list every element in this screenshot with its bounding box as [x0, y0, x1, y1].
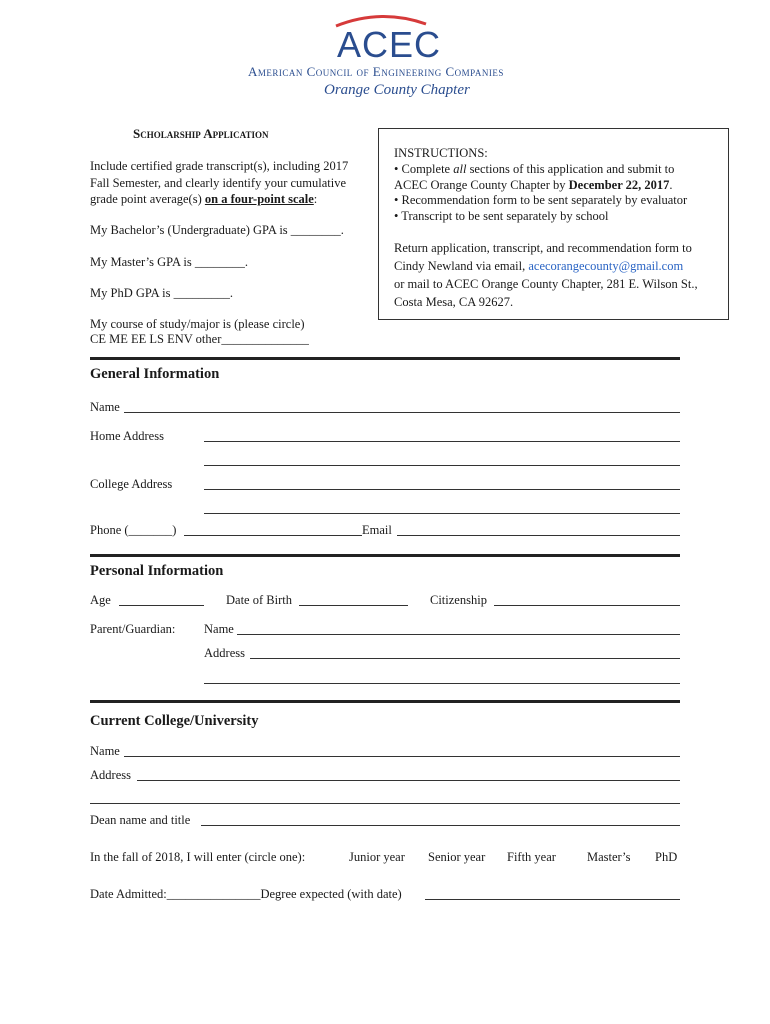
- instruction-bullet-3: • Transcript to be sent separately by school: [394, 209, 609, 223]
- citizenship-label: Citizenship: [430, 593, 487, 607]
- instruction-bullet-1-pre: • Complete: [394, 162, 454, 176]
- option-phd[interactable]: PhD: [655, 850, 678, 864]
- deadline-date: December 22, 2017: [568, 178, 670, 192]
- logo-chapter: Orange County Chapter: [324, 82, 470, 98]
- instruction-bullet-2: • Recommendation form to be sent separately by evaluator: [394, 193, 688, 207]
- parent-address-label: Address: [204, 646, 245, 660]
- transcript-text-1: Include certified grade transcript(s), including 2017: [90, 159, 349, 173]
- transcript-text-3-post: :: [313, 192, 318, 206]
- parent-address-field-2[interactable]: [204, 683, 680, 684]
- email-link[interactable]: acecorangecounty@gmail.com: [528, 259, 684, 273]
- bachelor-gpa-field[interactable]: My Bachelor’s (Undergraduate) GPA is ________.: [90, 223, 344, 237]
- instruction-bullet-1-line2: [394, 177, 673, 193]
- college-heading: Current College/University: [90, 713, 259, 729]
- master-gpa-field[interactable]: My Master’s GPA is ________.: [90, 255, 249, 269]
- personal-heading: Personal Information: [90, 563, 224, 579]
- citizenship-field[interactable]: [494, 605, 680, 606]
- dob-label: Date of Birth: [226, 593, 292, 607]
- college-address-field-2[interactable]: [204, 513, 680, 514]
- parent-label: Parent/Guardian:: [90, 622, 176, 636]
- general-name-label: Name: [90, 400, 120, 414]
- college-address-label-2: Address: [90, 768, 131, 782]
- instruction-bullet-1: [394, 161, 674, 177]
- phone-label: Phone (_______): [90, 523, 177, 537]
- transcript-text-3: [90, 191, 317, 207]
- college-address-field-b[interactable]: [90, 803, 680, 804]
- section-divider-college: [90, 700, 680, 703]
- instruction-bullet-1-post: sections of this application and submit to: [466, 162, 675, 176]
- major-label: My course of study/major is (please circle): [90, 317, 305, 331]
- four-point-scale: on a four-point scale: [204, 192, 314, 206]
- major-options[interactable]: CE ME EE LS ENV other______________: [90, 332, 309, 346]
- instruction-bullet-1-italic: all: [453, 162, 467, 176]
- home-address-label: Home Address: [90, 429, 164, 443]
- age-label: Age: [90, 593, 111, 607]
- option-fifth[interactable]: Fifth year: [507, 850, 556, 864]
- college-name-label: Name: [90, 744, 120, 758]
- option-senior[interactable]: Senior year: [428, 850, 486, 864]
- dean-field[interactable]: [201, 825, 680, 826]
- return-text-2: [394, 258, 683, 274]
- date-admitted-label: Date Admitted:_______________Degree expected (with date): [90, 887, 402, 901]
- general-heading: General Information: [90, 366, 220, 382]
- parent-name-label: Name: [204, 622, 234, 636]
- section-divider-personal: [90, 554, 680, 557]
- fall-label: In the fall of 2018, I will enter (circle one):: [90, 850, 306, 864]
- transcript-text-2: Fall Semester, and clearly identify your cumulative: [90, 176, 347, 190]
- college-address-field-1[interactable]: [204, 489, 680, 490]
- logo-full-name: American Council of Engineering Companies: [248, 64, 504, 79]
- option-junior[interactable]: Junior year: [349, 850, 405, 864]
- instructions-heading: INSTRUCTIONS:: [394, 146, 488, 160]
- dob-field[interactable]: [299, 605, 408, 606]
- general-name-field[interactable]: [124, 412, 680, 413]
- return-text-1: Return application, transcript, and recommendation form to: [394, 241, 692, 255]
- age-field[interactable]: [119, 605, 204, 606]
- home-address-field-1[interactable]: [204, 441, 680, 442]
- college-address-label: College Address: [90, 477, 173, 491]
- deadline-pre: ACEC Orange County Chapter by: [394, 178, 569, 192]
- parent-name-field[interactable]: [237, 634, 680, 635]
- email-field[interactable]: [397, 535, 680, 536]
- email-label: Email: [362, 523, 392, 537]
- college-address-field-a[interactable]: [137, 780, 680, 781]
- return-text-3: or mail to ACEC Orange County Chapter, 281 E. Wilson St.,: [394, 277, 698, 291]
- return-text-2-pre: Cindy Newland via email,: [394, 259, 529, 273]
- home-address-field-2[interactable]: [204, 465, 680, 466]
- degree-expected-field[interactable]: [425, 899, 680, 900]
- page-title: Scholarship Application: [133, 126, 269, 141]
- transcript-text-3-pre: grade point average(s): [90, 192, 205, 206]
- return-text-4: Costa Mesa, CA 92627.: [394, 295, 514, 309]
- section-divider-general: [90, 357, 680, 360]
- option-masters[interactable]: Master’s: [587, 850, 631, 864]
- dean-label: Dean name and title: [90, 813, 191, 827]
- college-name-field[interactable]: [124, 756, 680, 757]
- phone-field[interactable]: [184, 535, 362, 536]
- logo-acronym: ACEC: [337, 24, 442, 65]
- phd-gpa-field[interactable]: My PhD GPA is _________.: [90, 286, 233, 300]
- parent-address-field-1[interactable]: [250, 658, 680, 659]
- deadline-post: .: [669, 178, 673, 192]
